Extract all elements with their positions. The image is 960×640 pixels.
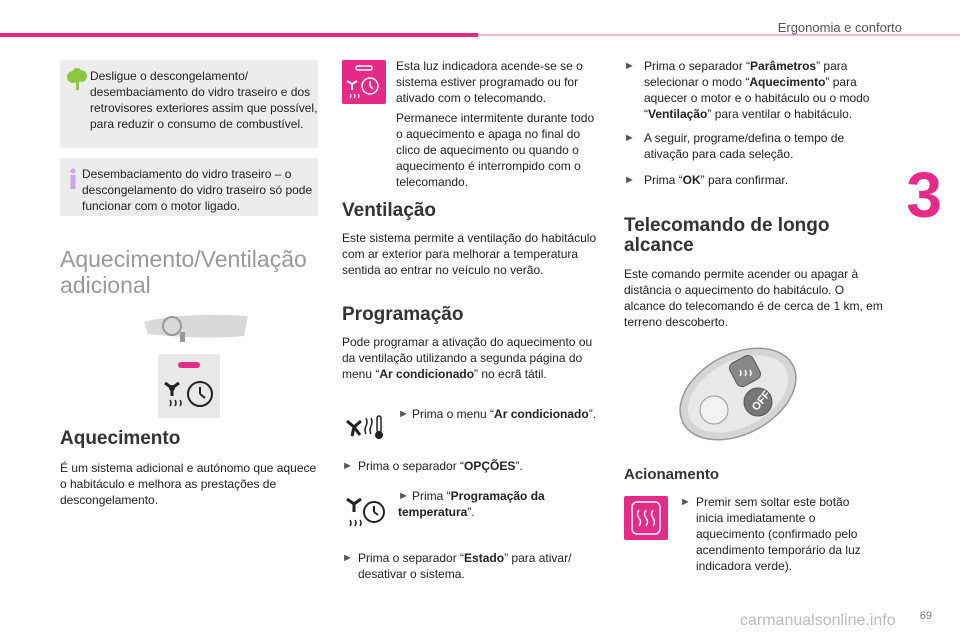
fan-thermometer-icon [344, 412, 388, 442]
step-2: ► Prima o separador “OPÇÕES”. [342, 459, 523, 473]
remote-heat-button-icon [624, 496, 668, 540]
section-title: Aquecimento/Ventilação adicional [60, 246, 307, 298]
page-number: 69 [919, 610, 932, 622]
arrow-icon: ► [624, 60, 635, 72]
eco-note-text: Desligue o descongelamento/ desembaciamento do vidro traseiro e dos retrovisores exteriores assim que possível, para reduzir o consumo de combustível. [90, 69, 318, 131]
remote-off-label: OFF [749, 388, 774, 414]
arrow-icon: ► [680, 496, 691, 508]
page-header-title: Ergonomia e conforto [777, 20, 902, 35]
arrow-icon: ► [342, 552, 353, 564]
programming-text: Pode programar a ativação do aquecimento ou da ventilação utilizando a segunda página do menu “Ar condicionado” no ecrã tátil. [342, 335, 593, 381]
remote-control-illustration [672, 336, 804, 448]
remote-title: Telecomando de longo alcance [624, 215, 830, 256]
info-note-text: Desembaciamento do vidro traseiro – o descongelamento do vidro traseiro só pode funcionar com o motor ligado. [82, 167, 313, 213]
fan-clock-icon [344, 492, 388, 528]
heating-text: É um sistema adicional e autónomo que aquece o habitáculo e melhora as prestações de descongelamento. [60, 461, 317, 507]
eco-tree-icon [66, 68, 88, 92]
arrow-icon: ► [624, 132, 635, 144]
arrow-icon: ► [398, 490, 409, 502]
header-accent-bar [0, 33, 478, 37]
light-text-2: Permanece intermitente durante todo o aquecimento e apaga no final do clico de aquecimento ou quando o aquecimento é interrompido com o telecomando. [396, 111, 595, 189]
info-icon [68, 168, 78, 190]
arrow-icon: ► [398, 408, 409, 420]
arrow-icon: ► [342, 460, 353, 472]
activation-title: Acionamento [624, 466, 720, 483]
remote-text: Este comando permite acender ou apagar à distância o aquecimento do habitáculo. O alcance do telecomando é de cerca de 1 km, em terreno descoberto. [624, 267, 883, 329]
step-1: ► Prima o menu “Ar condicionado”. [398, 407, 597, 421]
arrow-icon: ► [624, 174, 635, 186]
heating-title: Aquecimento [60, 428, 181, 449]
programming-title: Programação [342, 304, 464, 325]
heater-indicator-icon [158, 354, 220, 418]
ventilation-text: Este sistema permite a ventilação do habitáculo com ar exterior para melhorar a temperatura sentida ao entrar no veículo no verão. [342, 231, 597, 277]
step-4: ► Prima o separador “Estado” para ativar/ desativar o sistema. [342, 551, 572, 581]
eco-note-box [60, 60, 318, 148]
step-3: ► Prima “Programação da temperatura”. [398, 489, 545, 519]
dashboard-steering-icon [140, 310, 252, 344]
step-5: ► Prima o separador “Parâmetros” para selecionar o modo “Aquecimento” para aquecer o motor e o habitáculo ou o modo “Ventilação” para ventilar o habitáculo. [624, 59, 870, 121]
activation-text: ► Premir sem soltar este botão inicia imediatamente o aquecimento (confirmado pelo acendimento temporário da luz indicadora verde). [680, 495, 861, 573]
step-6: ► A seguir, programe/defina o tempo de ativação para cada seleção. [624, 131, 845, 161]
chapter-number: 3 [906, 159, 942, 231]
light-text-1: Esta luz indicadora acende-se se o sistema estiver programado ou for ativado com o telecomando. [396, 59, 583, 105]
info-note-box [60, 158, 318, 216]
heater-light-icon [342, 60, 386, 104]
watermark: carmanualsonline.info [740, 612, 896, 629]
ventilation-title: Ventilação [342, 200, 436, 221]
step-7: ► Prima “OK” para confirmar. [624, 173, 789, 187]
